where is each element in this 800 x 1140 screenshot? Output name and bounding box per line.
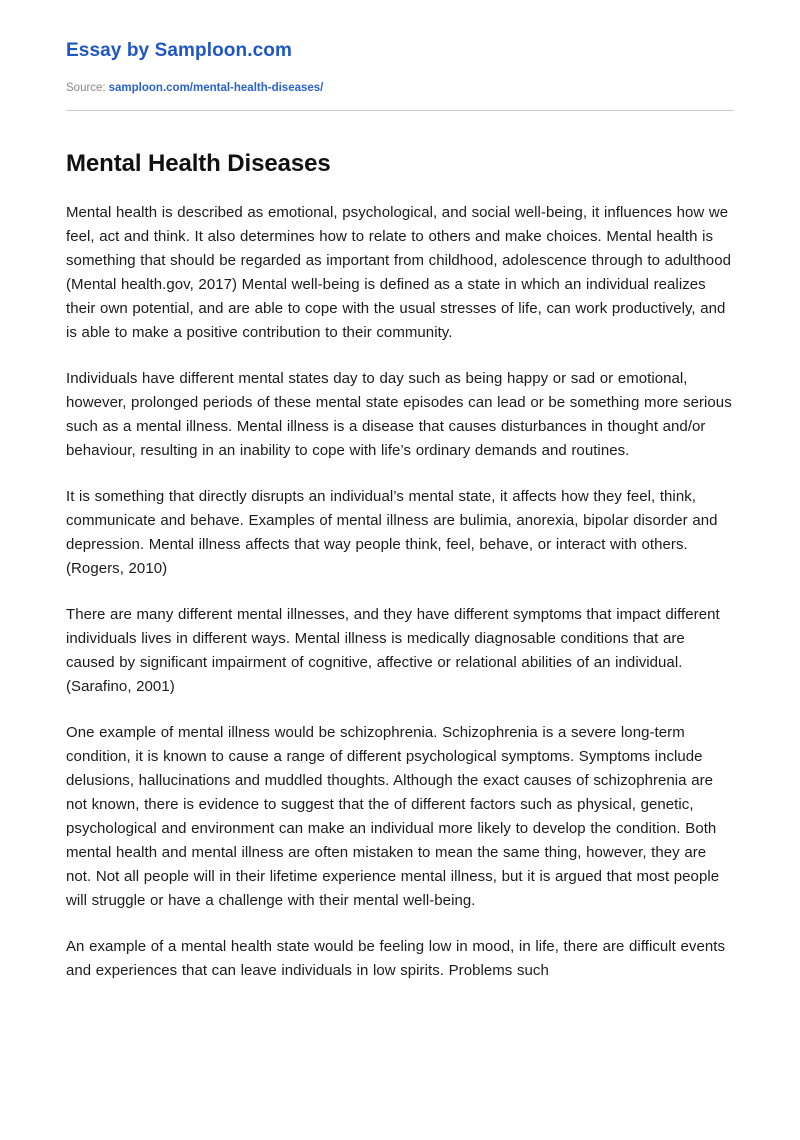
site-header xyxy=(0,0,800,96)
article-paragraph: An example of a mental health state would be feeling low in mood, in life, there are difficult events and experiences that can leave individuals in low spirits. Problems such xyxy=(66,937,726,979)
page-title: Mental Health Diseases xyxy=(66,149,331,177)
article xyxy=(0,149,800,983)
source-url-link[interactable]: samploon.com/mental-health-diseases/ xyxy=(108,81,324,94)
brand-title[interactable]: Essay by Samploon.com xyxy=(66,40,292,61)
source-line xyxy=(66,81,734,96)
article-paragraph: It is something that directly disrupts an individual’s mental state, it affects how they feel, think, communicate and behave. Examples of mental illness are bulimia, anorexia, bipolar disorder and depression. Mental illness affects that way people think, feel, behave, or interact with others. (Rogers, 2010) xyxy=(66,487,718,577)
article-body xyxy=(66,201,734,983)
article-paragraph: Individuals have different mental states day to day such as being happy or sad or emotional, however, prolonged periods of these mental state episodes can lead or be something more serious such as a mental illness. Mental illness is a disease that causes disturbances in thought and/or behaviour, resulting in an inability to cope with life’s ordinary demands and routines. xyxy=(66,369,732,459)
article-paragraph: Mental health is described as emotional, psychological, and social well-being, it influences how we feel, act and think. It also determines how to relate to others and make choices. Mental health is something that should be regarded as important from childhood, adolescence through to adulthood (Mental health.gov, 2017) Mental well-being is defined as a state in which an individual realizes their own potential, and are able to cope with the usual stresses of life, can work productively, and is able to make a positive contribution to their community. xyxy=(66,203,731,341)
article-paragraph: One example of mental illness would be schizophrenia. Schizophrenia is a severe long-term condition, it is known to cause a range of different psychological symptoms. Symptoms include delusions, hallucinations and muddled thoughts. Although the exact causes of schizophrenia are not known, there is evidence to suggest that the of different factors such as physical, genetic, psychological and environment can make an individual more likely to develop the condition. Both mental health and mental illness are often mistaken to mean the same thing, however, they are not. Not all people will in their lifetime experience mental illness, but it is argued that most people will struggle or have a challenge with their mental well-being. xyxy=(66,723,720,909)
source-label: Source: xyxy=(66,81,106,94)
article-paragraph: There are many different mental illnesses, and they have different symptoms that impact different individuals lives in different ways. Mental illness is medically diagnosable conditions that are caused by significant impairment of cognitive, affective or relational abilities of an individual. (Sarafino, 2001) xyxy=(66,605,720,695)
header-divider xyxy=(66,110,734,111)
